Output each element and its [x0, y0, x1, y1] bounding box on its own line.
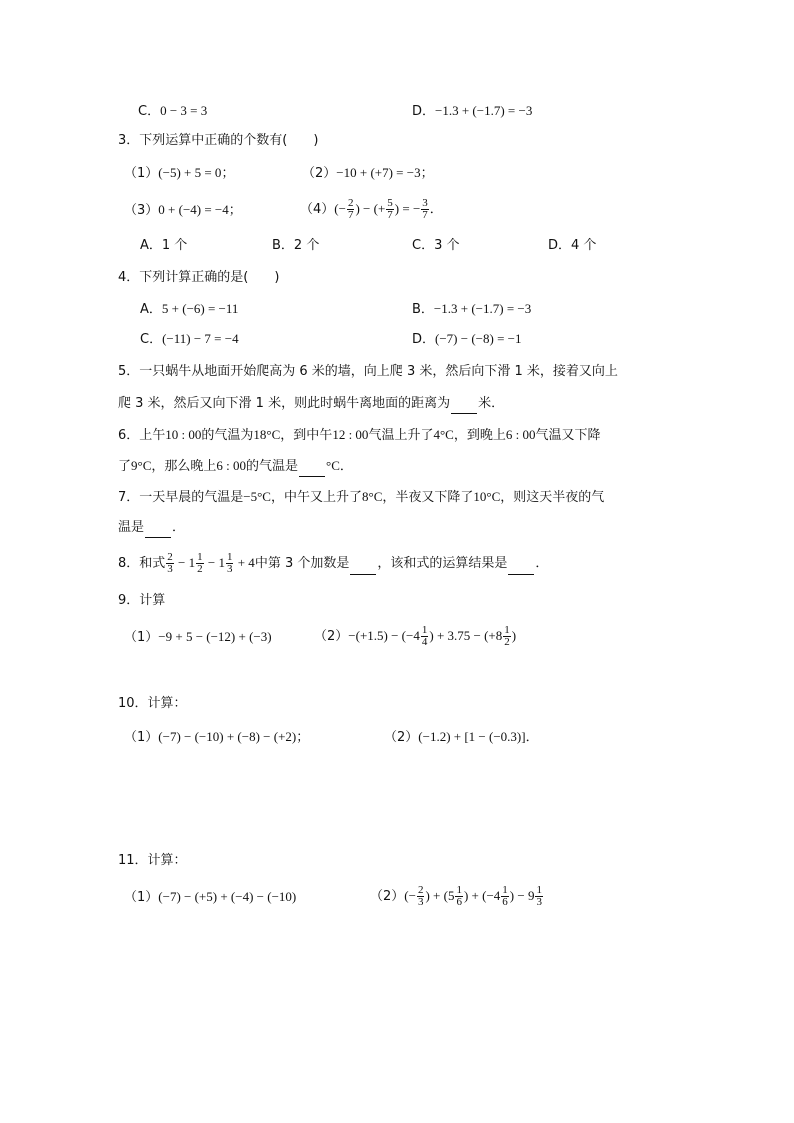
- q7-text-d: ，则这天半夜的气: [500, 490, 605, 505]
- q2-option-c-label: C．: [138, 104, 161, 119]
- fraction-denominator: 7: [422, 209, 428, 221]
- fraction-numerator: 1: [502, 884, 508, 896]
- fraction-numerator: 1: [421, 624, 428, 636]
- q9-part-1-label: （1）: [124, 630, 159, 645]
- q4-option-a-label: A．: [140, 302, 162, 317]
- q7-temp-1: −5°C: [243, 489, 271, 504]
- q10-part-1-label: （1）: [124, 730, 159, 745]
- q9-part-2-a: −(+1.5) − (−4: [348, 628, 420, 643]
- q6-temp-3: 9°C: [131, 458, 152, 473]
- q5-line-1: 5．一只蜗牛从地面开始爬高为 6 米的墙，向上爬 3 米，然后向下滑 1 米，接着又向上: [118, 364, 618, 379]
- q2-option-d: [412, 101, 532, 122]
- q6-text-g: 了: [118, 459, 132, 474]
- q5-line-2: [118, 394, 504, 414]
- q9-fraction-1: [421, 625, 429, 648]
- q11-part-1: [124, 887, 296, 908]
- q6-text-e: ，到晚上: [453, 428, 506, 443]
- q9-fraction-2: [503, 625, 511, 648]
- q8-part-b: − 1: [174, 555, 196, 570]
- q10-part-2-expr: (−1.2) + [1 − (−0.3)]: [418, 729, 526, 744]
- q8-part-d: + 4: [234, 555, 255, 570]
- fraction-denominator: 3: [226, 563, 233, 575]
- q8-text-e: 中第 3 个加数是: [254, 556, 350, 571]
- q4-option-d: [412, 329, 522, 350]
- fraction-denominator: 3: [536, 896, 542, 908]
- q11-fraction-2: [455, 885, 463, 908]
- q6-text-f: 气温又下降: [535, 428, 601, 443]
- q3-item-4-label: （4）: [300, 202, 335, 217]
- q11-fraction-4: [535, 885, 543, 908]
- q8-text-g: ．: [535, 556, 549, 571]
- q11-part-2-d: ) − 9: [509, 888, 535, 903]
- fraction-numerator: 1: [536, 884, 542, 896]
- fraction-numerator: 5: [387, 197, 393, 209]
- q6-unit: °C．: [326, 458, 353, 473]
- fraction-denominator: 3: [417, 896, 424, 908]
- fraction-denominator: 2: [197, 563, 203, 575]
- q6-line-1: [118, 425, 600, 446]
- fraction-numerator: 2: [417, 884, 424, 896]
- q3-item-1-label: （1）: [124, 166, 159, 181]
- q10-part-2-tail: ．: [525, 730, 539, 745]
- q7-temp-2: 8°C: [362, 489, 383, 504]
- q3-stem: 3．下列运算中正确的个数有( ): [118, 133, 319, 148]
- q3-option-c: C．3 个: [412, 238, 460, 253]
- q8-text-a: 8．和式: [118, 556, 166, 571]
- q10-part-1: [124, 727, 309, 748]
- q4-option-c: [140, 329, 239, 350]
- q6-answer-blank[interactable]: [299, 462, 325, 477]
- q4-option-c-expr: (−11) − 7 = −4: [162, 331, 239, 346]
- q11-part-2-label: （2）: [370, 889, 405, 904]
- q2-option-c-expr: 0 − 3 = 3: [160, 103, 208, 118]
- fraction-denominator: 2: [504, 636, 510, 648]
- q3-item-2: [302, 163, 434, 184]
- fraction-denominator: 3: [167, 563, 173, 575]
- q7-text-f: ．: [172, 520, 186, 535]
- q2-option-d-expr: −1.3 + (−1.7) = −3: [435, 103, 533, 118]
- q5-line-2-tail: 米．: [478, 396, 505, 411]
- q3-item-2-tail: ；: [420, 166, 434, 181]
- q4-option-d-expr: (−7) − (−8) = −1: [435, 331, 522, 346]
- q6-text-c: ，到中午: [280, 428, 333, 443]
- q3-item-4-part-c: ) = −: [394, 201, 421, 216]
- q11-part-2: [370, 885, 544, 908]
- q3-item-1-expr: (−5) + 5 = 0: [158, 165, 222, 180]
- q3-item-4-tail: ．: [429, 202, 443, 217]
- fraction-numerator: 1: [226, 551, 233, 563]
- q6-time-1: 10 : 00: [165, 427, 202, 442]
- q4-option-b-label: B．: [412, 302, 434, 317]
- q3-item-4-part-a: (−: [334, 201, 346, 216]
- q2-option-d-label: D．: [412, 104, 436, 119]
- q6-time-4: 6 : 00: [216, 458, 247, 473]
- fraction-numerator: 2: [347, 197, 354, 209]
- fraction-denominator: 4: [421, 636, 428, 648]
- fraction-numerator: 2: [167, 551, 173, 563]
- q6-time-2: 12 : 00: [332, 427, 369, 442]
- q6-temp-2: 4°C: [433, 427, 454, 442]
- q3-item-4-fraction-2: [386, 198, 394, 221]
- q8-text-f: ，该和式的运算结果是: [377, 556, 508, 571]
- q11-part-2-c: ) + (−4: [463, 888, 501, 903]
- q5-line-2-text: 爬 3 米，然后又向下滑 1 米，则此时蜗牛离地面的距离为: [118, 396, 451, 411]
- q8-fraction-1: [166, 552, 174, 575]
- q9-part-2-label: （2）: [314, 629, 349, 644]
- q10-part-2-label: （2）: [384, 730, 419, 745]
- q8-answer-blank-1[interactable]: [350, 560, 376, 575]
- q7-line-1: [118, 487, 604, 508]
- q8-answer-blank-2[interactable]: [508, 560, 534, 575]
- q5-answer-blank[interactable]: [451, 399, 477, 414]
- q8-line: [118, 552, 548, 575]
- q7-temp-3: 10°C: [473, 489, 501, 504]
- q11-fraction-3: [501, 885, 509, 908]
- q11-part-1-expr: (−7) − (+5) + (−4) − (−10): [158, 889, 297, 904]
- q9-part-2: [314, 625, 516, 648]
- q6-text-a: 6．上午: [118, 428, 166, 443]
- q4-option-b-expr: −1.3 + (−1.7) = −3: [433, 301, 532, 316]
- q3-item-4-fraction-1: [347, 198, 355, 221]
- q8-part-c: − 1: [204, 555, 225, 570]
- q2-option-c: [138, 101, 207, 122]
- q8-fraction-2: [196, 552, 204, 575]
- q10-part-1-expr: (−7) − (−10) + (−8) − (+2): [158, 729, 297, 744]
- q9-part-2-c: ): [511, 628, 517, 643]
- q6-text-b: 的气温为: [201, 428, 254, 443]
- q4-option-a: [140, 299, 238, 320]
- fraction-denominator: 7: [347, 209, 354, 221]
- q3-item-1: [124, 163, 234, 184]
- q6-text-h: ，那么晚上: [151, 459, 217, 474]
- q6-time-3: 6 : 00: [505, 427, 536, 442]
- q10-part-1-tail: ；: [296, 730, 310, 745]
- q9-part-2-b: ) + 3.75 − (+8: [429, 628, 503, 643]
- q3-item-4-part-b: ) − (+: [355, 201, 386, 216]
- fraction-denominator: 7: [387, 209, 393, 221]
- fraction-numerator: 1: [504, 624, 510, 636]
- q10-part-2: [384, 727, 539, 748]
- q7-line-2: [118, 518, 185, 538]
- q7-text-a: 7．一天早晨的气温是: [118, 490, 244, 505]
- q3-option-b: B．2 个: [272, 238, 320, 253]
- q11-part-2-b: ) + (5: [425, 888, 455, 903]
- q3-option-d: D．4 个: [548, 238, 597, 253]
- fraction-numerator: 3: [422, 197, 428, 209]
- q11-part-2-a: (−: [404, 888, 416, 903]
- q3-item-2-label: （2）: [302, 166, 337, 181]
- fraction-numerator: 1: [456, 884, 462, 896]
- q3-item-2-expr: −10 + (+7) = −3: [336, 165, 421, 180]
- q9-part-1-expr: −9 + 5 − (−12) + (−3): [158, 629, 272, 644]
- q6-temp-1: 18°C: [253, 427, 281, 442]
- q7-text-e: 温是: [118, 520, 145, 535]
- q11-fraction-1: [417, 885, 425, 908]
- q3-item-3-tail: ；: [228, 203, 242, 218]
- q3-item-3: [124, 200, 242, 221]
- fraction-denominator: 6: [456, 896, 462, 908]
- q3-option-a: A．1 个: [140, 238, 188, 253]
- q4-option-c-label: C．: [140, 332, 163, 347]
- q4-option-d-label: D．: [412, 332, 436, 347]
- q7-text-b: ，中午又上升了: [270, 490, 362, 505]
- fraction-denominator: 6: [502, 896, 508, 908]
- q10-stem: 10．计算：: [118, 696, 187, 711]
- q4-option-a-expr: 5 + (−6) = −11: [161, 301, 239, 316]
- q4-stem: 4．下列计算正确的是( ): [118, 270, 280, 285]
- q4-option-b: [412, 299, 531, 320]
- q6-text-i: 的气温是: [246, 459, 299, 474]
- q11-stem: 11．计算：: [118, 853, 187, 868]
- q3-item-1-tail: ；: [221, 166, 235, 181]
- q3-item-3-expr: 0 + (−4) = −4: [158, 202, 229, 217]
- q7-answer-blank[interactable]: [145, 523, 171, 538]
- q9-part-1: [124, 627, 272, 648]
- q8-fraction-3: [226, 552, 234, 575]
- q3-item-4-fraction-3: [421, 198, 429, 221]
- q6-text-d: 气温上升了: [368, 428, 434, 443]
- q11-part-1-label: （1）: [124, 890, 159, 905]
- fraction-numerator: 1: [197, 551, 203, 563]
- q3-item-4: [300, 198, 443, 221]
- q6-line-2: [118, 456, 353, 477]
- q3-item-3-label: （3）: [124, 203, 159, 218]
- q9-stem: 9．计算: [118, 593, 166, 608]
- q7-text-c: ，半夜又下降了: [382, 490, 474, 505]
